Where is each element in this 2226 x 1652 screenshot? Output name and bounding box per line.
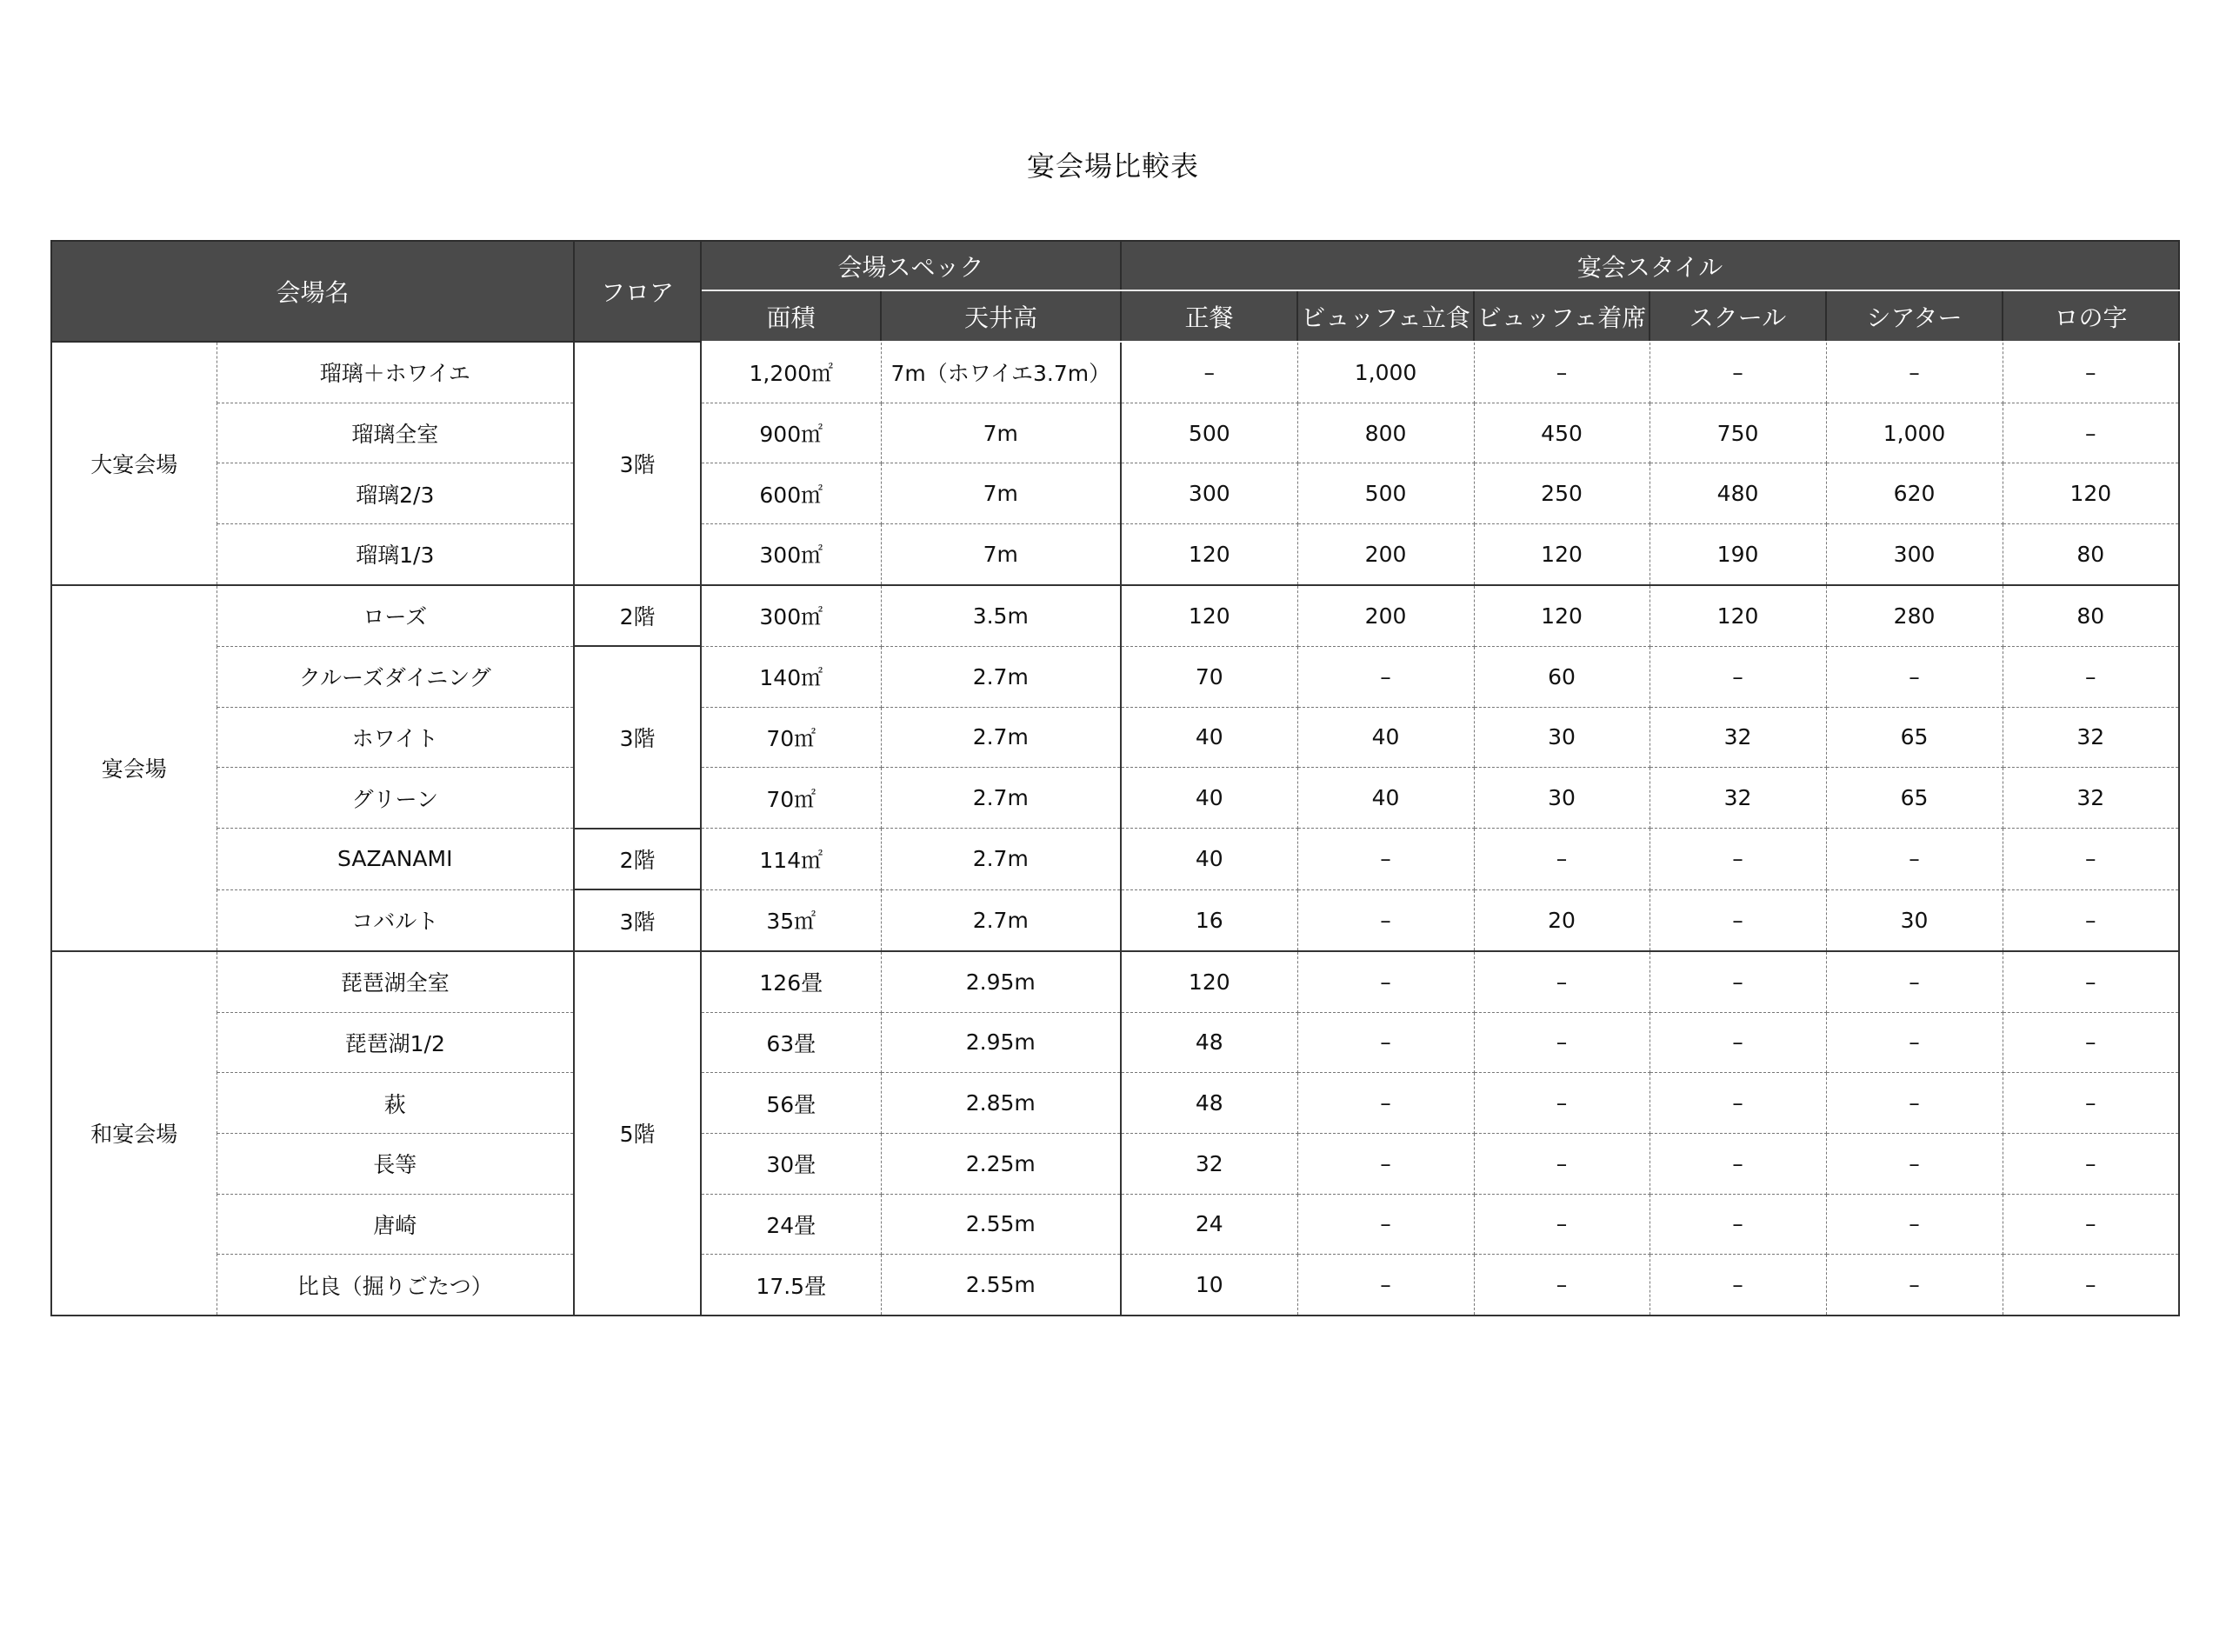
- style-capacity-cell: –: [1474, 1194, 1650, 1255]
- style-capacity-cell: –: [1474, 1255, 1650, 1316]
- venue-name-cell: 瑠璃1/3: [217, 524, 574, 585]
- style-capacity-cell: 190: [1650, 524, 1826, 585]
- style-capacity-cell: –: [2003, 1194, 2179, 1255]
- ceiling-cell: 2.55m: [881, 1194, 1121, 1255]
- style-capacity-cell: –: [1121, 342, 1297, 403]
- style-capacity-cell: 120: [1474, 585, 1650, 647]
- style-capacity-cell: 40: [1121, 829, 1297, 890]
- table-body: [51, 342, 2179, 1316]
- style-capacity-cell: –: [2003, 342, 2179, 403]
- area-cell: 70㎡: [701, 768, 881, 829]
- venue-comparison-table: [50, 240, 2180, 1316]
- category-cell: 和宴会場: [51, 951, 217, 1316]
- table-row: [51, 524, 2179, 585]
- style-capacity-cell: 40: [1297, 707, 1474, 768]
- area-cell: 126畳: [701, 951, 881, 1012]
- style-capacity-cell: 450: [1474, 403, 1650, 463]
- venue-name-cell: 比良（掘りごたつ）: [217, 1255, 574, 1316]
- style-capacity-cell: 120: [1121, 951, 1297, 1012]
- style-capacity-cell: –: [1297, 1194, 1474, 1255]
- table-row: [51, 1073, 2179, 1134]
- ceiling-cell: 2.95m: [881, 951, 1121, 1012]
- ceiling-cell: 2.7m: [881, 768, 1121, 829]
- ceiling-cell: 2.7m: [881, 889, 1121, 951]
- category-cell: 宴会場: [51, 585, 217, 951]
- header-style-buffet-seated: ビュッフェ着席: [1474, 290, 1650, 342]
- style-capacity-cell: –: [2003, 1073, 2179, 1134]
- venue-name-cell: 瑠璃＋ホワイエ: [217, 342, 574, 403]
- style-capacity-cell: –: [1826, 646, 2003, 707]
- header-style-dinner: 正餐: [1121, 290, 1297, 342]
- area-cell: 140㎡: [701, 646, 881, 707]
- style-capacity-cell: –: [1474, 1012, 1650, 1073]
- venue-name-cell: 琵琶湖全室: [217, 951, 574, 1012]
- ceiling-cell: 7m: [881, 524, 1121, 585]
- style-capacity-cell: 300: [1121, 463, 1297, 524]
- area-cell: 114㎡: [701, 829, 881, 890]
- table-row: [51, 646, 2179, 707]
- style-capacity-cell: 120: [1121, 585, 1297, 647]
- style-capacity-cell: –: [1650, 951, 1826, 1012]
- table-row: [51, 1012, 2179, 1073]
- venue-name-cell: コバルト: [217, 889, 574, 951]
- venue-name-cell: 萩: [217, 1073, 574, 1134]
- area-cell: 56畳: [701, 1073, 881, 1134]
- style-capacity-cell: –: [1650, 1255, 1826, 1316]
- style-capacity-cell: –: [2003, 889, 2179, 951]
- area-cell: 17.5畳: [701, 1255, 881, 1316]
- style-capacity-cell: –: [1826, 1133, 2003, 1194]
- style-capacity-cell: 620: [1826, 463, 2003, 524]
- style-capacity-cell: 250: [1474, 463, 1650, 524]
- header-spec-group: 会場スペック: [701, 241, 1121, 290]
- style-capacity-cell: –: [1826, 1255, 2003, 1316]
- floor-cell: 5階: [574, 951, 701, 1316]
- ceiling-cell: 2.7m: [881, 646, 1121, 707]
- area-cell: 900㎡: [701, 403, 881, 463]
- style-capacity-cell: –: [1826, 1073, 2003, 1134]
- header-floor: フロア: [574, 241, 701, 342]
- venue-name-cell: ローズ: [217, 585, 574, 647]
- style-capacity-cell: –: [1650, 1012, 1826, 1073]
- style-capacity-cell: 32: [1650, 707, 1826, 768]
- style-capacity-cell: –: [1297, 951, 1474, 1012]
- style-capacity-cell: –: [1826, 1194, 2003, 1255]
- style-capacity-cell: –: [1650, 829, 1826, 890]
- style-capacity-cell: –: [1474, 829, 1650, 890]
- area-cell: 63畳: [701, 1012, 881, 1073]
- style-capacity-cell: 200: [1297, 585, 1474, 647]
- style-capacity-cell: –: [1297, 1133, 1474, 1194]
- venue-name-cell: 唐崎: [217, 1194, 574, 1255]
- style-capacity-cell: –: [1297, 1073, 1474, 1134]
- ceiling-cell: 7m: [881, 403, 1121, 463]
- style-capacity-cell: 65: [1826, 768, 2003, 829]
- table-row: [51, 768, 2179, 829]
- style-capacity-cell: –: [2003, 1133, 2179, 1194]
- style-capacity-cell: –: [1650, 342, 1826, 403]
- venue-name-cell: 瑠璃2/3: [217, 463, 574, 524]
- venue-name-cell: グリーン: [217, 768, 574, 829]
- style-capacity-cell: –: [2003, 646, 2179, 707]
- area-cell: 35㎡: [701, 889, 881, 951]
- document-title: 宴会場比較表: [1026, 150, 1199, 183]
- ceiling-cell: 2.7m: [881, 707, 1121, 768]
- area-cell: 1,200㎡: [701, 342, 881, 403]
- ceiling-cell: 2.7m: [881, 829, 1121, 890]
- floor-cell: 2階: [574, 585, 701, 647]
- header-ceiling: 天井高: [881, 290, 1121, 342]
- style-capacity-cell: –: [2003, 951, 2179, 1012]
- style-capacity-cell: 500: [1297, 463, 1474, 524]
- header-venue-name: 会場名: [51, 241, 574, 342]
- style-capacity-cell: –: [1297, 889, 1474, 951]
- header-area: 面積: [701, 290, 881, 342]
- style-capacity-cell: 480: [1650, 463, 1826, 524]
- style-capacity-cell: 40: [1297, 768, 1474, 829]
- table-header: [51, 241, 2179, 342]
- style-capacity-cell: 30: [1826, 889, 2003, 951]
- header-style-group: 宴会スタイル: [1121, 241, 2179, 290]
- style-capacity-cell: –: [1650, 889, 1826, 951]
- table-row: [51, 1194, 2179, 1255]
- table-row: [51, 1133, 2179, 1194]
- header-style-school: スクール: [1650, 290, 1826, 342]
- style-capacity-cell: 60: [1474, 646, 1650, 707]
- style-capacity-cell: –: [1474, 1133, 1650, 1194]
- style-capacity-cell: –: [1826, 342, 2003, 403]
- style-capacity-cell: –: [1650, 1194, 1826, 1255]
- venue-name-cell: 長等: [217, 1133, 574, 1194]
- style-capacity-cell: 48: [1121, 1012, 1297, 1073]
- style-capacity-cell: 20: [1474, 889, 1650, 951]
- style-capacity-cell: 1,000: [1297, 342, 1474, 403]
- style-capacity-cell: –: [1650, 1073, 1826, 1134]
- style-capacity-cell: 80: [2003, 524, 2179, 585]
- style-capacity-cell: 120: [2003, 463, 2179, 524]
- table-row: [51, 829, 2179, 890]
- style-capacity-cell: –: [1297, 1012, 1474, 1073]
- style-capacity-cell: –: [1650, 646, 1826, 707]
- venue-name-cell: クルーズダイニング: [217, 646, 574, 707]
- style-capacity-cell: 800: [1297, 403, 1474, 463]
- table-row: [51, 463, 2179, 524]
- style-capacity-cell: –: [1474, 951, 1650, 1012]
- venue-name-cell: 瑠璃全室: [217, 403, 574, 463]
- header-style-u-shape: ロの字: [2003, 290, 2179, 342]
- ceiling-cell: 2.55m: [881, 1255, 1121, 1316]
- area-cell: 30畳: [701, 1133, 881, 1194]
- style-capacity-cell: –: [1297, 829, 1474, 890]
- header-style-theater: シアター: [1826, 290, 2003, 342]
- style-capacity-cell: 48: [1121, 1073, 1297, 1134]
- style-capacity-cell: –: [1826, 951, 2003, 1012]
- style-capacity-cell: 32: [2003, 707, 2179, 768]
- style-capacity-cell: 40: [1121, 768, 1297, 829]
- style-capacity-cell: 24: [1121, 1194, 1297, 1255]
- style-capacity-cell: 16: [1121, 889, 1297, 951]
- style-capacity-cell: –: [1297, 1255, 1474, 1316]
- style-capacity-cell: –: [1826, 1012, 2003, 1073]
- style-capacity-cell: 32: [1121, 1133, 1297, 1194]
- style-capacity-cell: –: [1826, 829, 2003, 890]
- style-capacity-cell: 30: [1474, 707, 1650, 768]
- table-row: [51, 707, 2179, 768]
- floor-cell: 3階: [574, 889, 701, 951]
- floor-cell: 3階: [574, 342, 701, 585]
- category-cell: 大宴会場: [51, 342, 217, 585]
- style-capacity-cell: 80: [2003, 585, 2179, 647]
- header-style-buffet-standing: ビュッフェ立食: [1297, 290, 1474, 342]
- style-capacity-cell: 32: [1650, 768, 1826, 829]
- ceiling-cell: 2.25m: [881, 1133, 1121, 1194]
- ceiling-cell: 7m: [881, 463, 1121, 524]
- style-capacity-cell: 65: [1826, 707, 2003, 768]
- table-row: [51, 951, 2179, 1012]
- ceiling-cell: 2.85m: [881, 1073, 1121, 1134]
- table-row: [51, 403, 2179, 463]
- ceiling-cell: 3.5m: [881, 585, 1121, 647]
- table-row: [51, 889, 2179, 951]
- style-capacity-cell: 32: [2003, 768, 2179, 829]
- venue-name-cell: 琵琶湖1/2: [217, 1012, 574, 1073]
- style-capacity-cell: –: [1474, 342, 1650, 403]
- ceiling-cell: 2.95m: [881, 1012, 1121, 1073]
- style-capacity-cell: 40: [1121, 707, 1297, 768]
- floor-cell: 3階: [574, 646, 701, 828]
- style-capacity-cell: 30: [1474, 768, 1650, 829]
- style-capacity-cell: –: [2003, 1012, 2179, 1073]
- ceiling-cell: 7m（ホワイエ3.7m）: [881, 342, 1121, 403]
- style-capacity-cell: –: [2003, 403, 2179, 463]
- floor-cell: 2階: [574, 829, 701, 890]
- area-cell: 24畳: [701, 1194, 881, 1255]
- area-cell: 600㎡: [701, 463, 881, 524]
- style-capacity-cell: 120: [1650, 585, 1826, 647]
- style-capacity-cell: 280: [1826, 585, 2003, 647]
- venue-name-cell: SAZANAMI: [217, 829, 574, 890]
- style-capacity-cell: –: [1297, 646, 1474, 707]
- style-capacity-cell: 70: [1121, 646, 1297, 707]
- table-row: [51, 342, 2179, 403]
- style-capacity-cell: –: [1474, 1073, 1650, 1134]
- style-capacity-cell: 120: [1121, 524, 1297, 585]
- style-capacity-cell: –: [1650, 1133, 1826, 1194]
- style-capacity-cell: 1,000: [1826, 403, 2003, 463]
- style-capacity-cell: 10: [1121, 1255, 1297, 1316]
- table-row: [51, 1255, 2179, 1316]
- style-capacity-cell: 750: [1650, 403, 1826, 463]
- area-cell: 300㎡: [701, 524, 881, 585]
- area-cell: 300㎡: [701, 585, 881, 647]
- venue-name-cell: ホワイト: [217, 707, 574, 768]
- style-capacity-cell: –: [2003, 1255, 2179, 1316]
- style-capacity-cell: –: [2003, 829, 2179, 890]
- style-capacity-cell: 300: [1826, 524, 2003, 585]
- style-capacity-cell: 200: [1297, 524, 1474, 585]
- style-capacity-cell: 120: [1474, 524, 1650, 585]
- area-cell: 70㎡: [701, 707, 881, 768]
- table-row: [51, 585, 2179, 647]
- style-capacity-cell: 500: [1121, 403, 1297, 463]
